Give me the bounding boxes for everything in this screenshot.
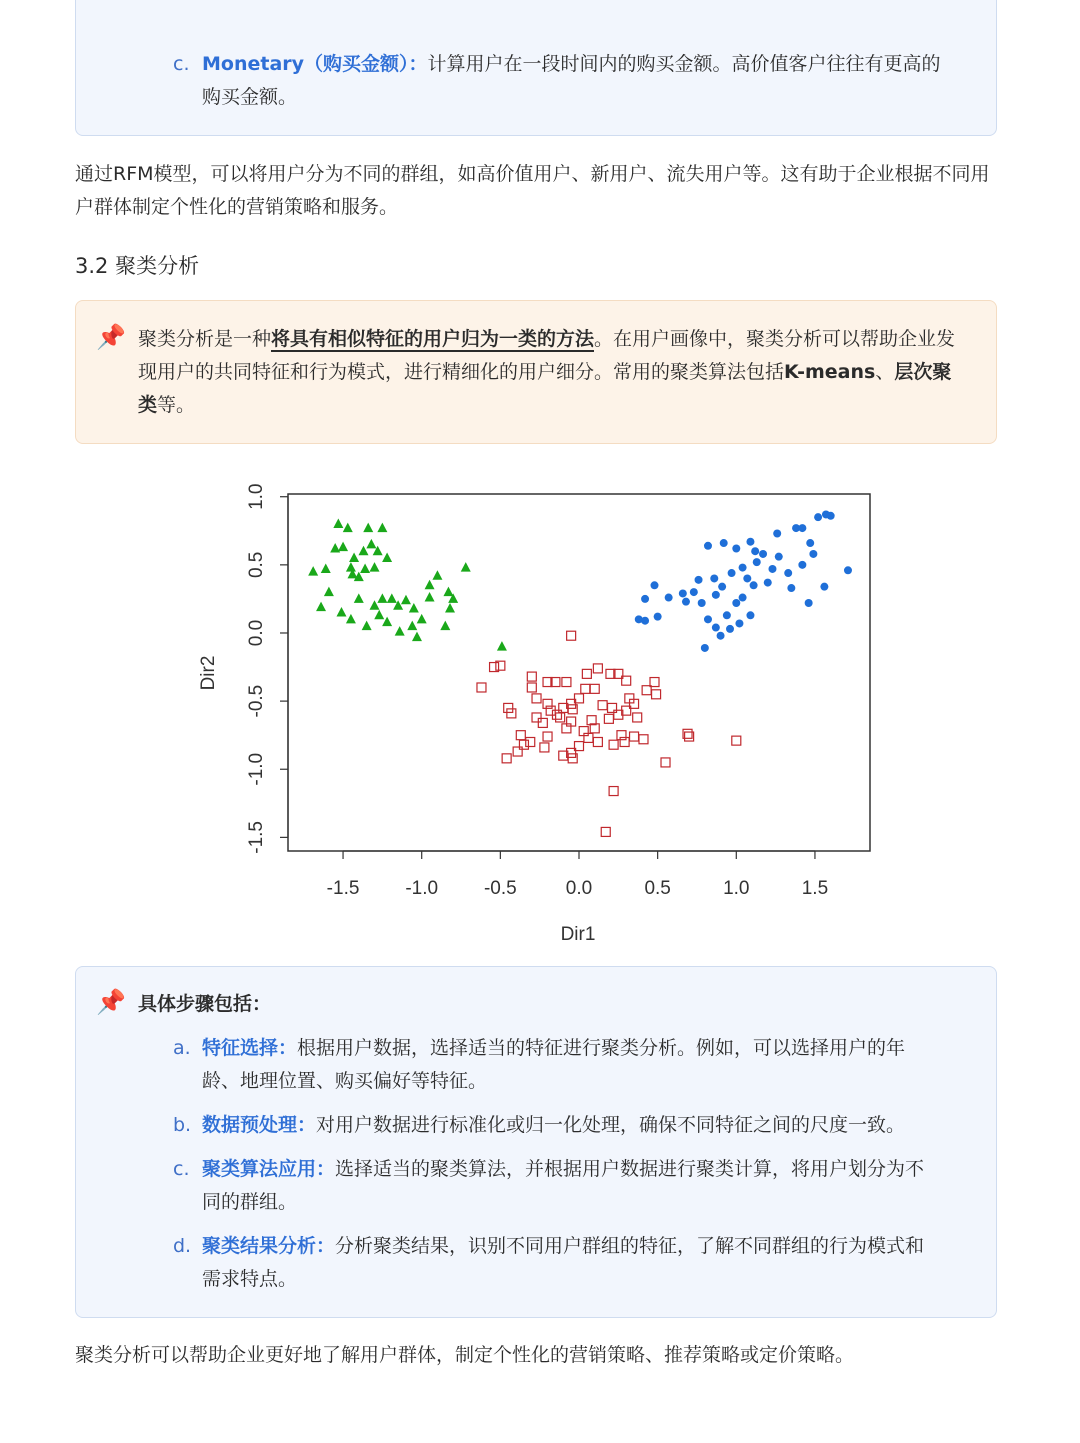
cluster-red-point bbox=[633, 713, 642, 722]
step-item bbox=[173, 1153, 943, 1219]
cluster-green-point bbox=[346, 562, 356, 572]
cluster-red-point bbox=[617, 731, 626, 740]
cluster-blue-point bbox=[750, 581, 758, 589]
callout-underline: 将具有相似特征的用户归为一类的方法 bbox=[271, 328, 595, 350]
cluster-green-point bbox=[443, 587, 453, 597]
cluster-blue-point bbox=[728, 569, 736, 577]
cluster-red-point bbox=[609, 787, 618, 796]
cluster-blue-point bbox=[720, 539, 728, 547]
cluster-green-point bbox=[324, 587, 334, 597]
closing-paragraph: 聚类分析可以帮助企业更好地了解用户群体，制定个性化的营销策略、推荐策略或定价策略。 bbox=[75, 1344, 855, 1366]
cluster-blue-point bbox=[768, 565, 776, 573]
cluster-green-point bbox=[417, 614, 427, 624]
cluster-green-point bbox=[349, 553, 359, 563]
cluster-green-point bbox=[308, 566, 318, 576]
cluster-blue-point bbox=[784, 569, 792, 577]
cluster-green-point bbox=[354, 593, 364, 603]
cluster-red-point bbox=[652, 690, 661, 699]
cluster-blue-point bbox=[805, 599, 813, 607]
cluster-red-point bbox=[661, 758, 670, 767]
cluster-red-point bbox=[732, 736, 741, 745]
step-text: 根据用户数据，选择适当的特征进行聚类分析。例如，可以选择用户的年龄、地理位置、购买偏好等特征。 bbox=[202, 1037, 906, 1092]
cluster-blue-point bbox=[698, 599, 706, 607]
cluster-blue-point bbox=[701, 644, 709, 652]
cluster-red-point bbox=[639, 735, 648, 744]
cluster-green-point bbox=[321, 563, 331, 573]
x-tick-label: 0.5 bbox=[644, 878, 671, 899]
step-label: 数据预处理： bbox=[202, 1114, 317, 1136]
cluster-green-point bbox=[445, 603, 455, 613]
cluster-blue-point bbox=[739, 564, 747, 572]
cluster-blue-point bbox=[651, 581, 659, 589]
callout-text-3: 等。 bbox=[157, 394, 196, 416]
x-axis bbox=[327, 851, 828, 899]
cluster-blue-point bbox=[704, 542, 712, 550]
cluster-blue-point bbox=[787, 584, 795, 592]
cluster-green-point bbox=[407, 621, 417, 631]
pin-icon: 📌 bbox=[96, 988, 126, 1016]
x-axis-label: Dir1 bbox=[560, 924, 596, 945]
scatter-points bbox=[308, 510, 852, 836]
rfm-list-box bbox=[75, 0, 997, 136]
step-item bbox=[173, 1109, 943, 1142]
y-tick-label: -0.5 bbox=[246, 684, 267, 718]
x-tick-label: -1.5 bbox=[326, 878, 360, 899]
cluster-red-point bbox=[526, 737, 535, 746]
cluster-red-point bbox=[620, 737, 629, 746]
steps-box bbox=[75, 966, 997, 1318]
cluster-red-point bbox=[556, 713, 565, 722]
cluster-green-point bbox=[316, 602, 326, 612]
y-axis-label: Dir2 bbox=[198, 655, 219, 691]
cluster-blue-point bbox=[735, 619, 743, 627]
cluster-green-point bbox=[412, 632, 422, 642]
cluster-green-point bbox=[432, 570, 442, 580]
cluster-blue-point bbox=[739, 594, 747, 602]
cluster-blue-point bbox=[718, 583, 726, 591]
cluster-green-point bbox=[401, 595, 411, 605]
cluster-green-point bbox=[377, 523, 387, 533]
cluster-red-point bbox=[504, 703, 513, 712]
cluster-red-point bbox=[532, 713, 541, 722]
rfm-item-text: 计算用户在一段时间内的购买金额。高价值客户往往有更高的购买金额。 bbox=[202, 53, 941, 108]
cluster-blue-point bbox=[732, 599, 740, 607]
cluster-scatter-chart bbox=[0, 462, 1080, 982]
cluster-green-point bbox=[370, 562, 380, 572]
section-heading: 3.2 聚类分析 bbox=[75, 254, 200, 278]
cluster-red-point bbox=[507, 709, 516, 718]
list-marker: b. bbox=[173, 1114, 192, 1136]
cluster-red-point bbox=[477, 683, 486, 692]
cluster-red-point bbox=[601, 827, 610, 836]
cluster-red-point bbox=[630, 732, 639, 741]
y-tick-label: -1.0 bbox=[246, 752, 267, 786]
cluster-blue-point bbox=[704, 615, 712, 623]
x-tick-label: 1.0 bbox=[723, 878, 750, 899]
step-label: 聚类算法应用： bbox=[202, 1158, 336, 1180]
cluster-blue-point bbox=[665, 594, 673, 602]
cluster-blue-point bbox=[712, 591, 720, 599]
cluster-green-point bbox=[336, 607, 346, 617]
y-tick-label: 0.5 bbox=[246, 551, 267, 579]
cluster-blue-point bbox=[732, 545, 740, 553]
cluster-red-point bbox=[527, 672, 536, 681]
callout-text-1: 聚类分析是一种 bbox=[138, 328, 272, 350]
step-label: 特征选择： bbox=[202, 1037, 298, 1059]
cluster-green-point bbox=[425, 592, 435, 602]
cluster-green-point bbox=[377, 593, 387, 603]
cluster-green-point bbox=[440, 621, 450, 631]
cluster-blue-point bbox=[764, 579, 772, 587]
cluster-blue-point bbox=[746, 538, 754, 546]
step-item bbox=[173, 1230, 943, 1296]
x-tick-label: -0.5 bbox=[483, 878, 517, 899]
cluster-green-point bbox=[382, 553, 392, 563]
cluster-red-point bbox=[581, 684, 590, 693]
list-marker: c. bbox=[173, 1158, 190, 1180]
cluster-blue-point bbox=[775, 553, 783, 561]
cluster-green-point bbox=[461, 562, 471, 572]
cluster-green-point bbox=[346, 614, 356, 624]
y-tick-label: -1.5 bbox=[246, 820, 267, 854]
cluster-blue-point bbox=[743, 574, 751, 582]
cluster-green-point bbox=[359, 546, 369, 556]
cluster-blue-point bbox=[682, 598, 690, 606]
cluster-red-point bbox=[609, 740, 618, 749]
cluster-blue-point bbox=[717, 632, 725, 640]
cluster-red-point bbox=[582, 669, 591, 678]
y-tick-label: 0.0 bbox=[246, 619, 267, 647]
cluster-blue-point bbox=[726, 625, 734, 633]
cluster-green-point bbox=[370, 600, 380, 610]
callout-sep: 、 bbox=[875, 361, 895, 383]
cluster-blue-point bbox=[679, 589, 687, 597]
cluster-red-point bbox=[540, 743, 549, 752]
list-marker: c. bbox=[173, 53, 190, 75]
step-text: 选择适当的聚类算法，并根据用户数据进行聚类计算，将用户划分为不同的群组。 bbox=[202, 1158, 925, 1213]
cluster-green-point bbox=[363, 523, 373, 533]
x-tick-label: 1.5 bbox=[801, 878, 829, 899]
step-item bbox=[173, 1032, 943, 1098]
step-text: 分析聚类结果，识别不同用户群组的特征，了解不同群组的行为模式和需求特点。 bbox=[202, 1235, 925, 1290]
cluster-green-point bbox=[374, 610, 384, 620]
callout-box bbox=[75, 300, 997, 444]
cluster-red-point bbox=[593, 664, 602, 673]
cluster-red-point bbox=[538, 718, 547, 727]
cluster-blue-point bbox=[751, 547, 759, 555]
cluster-blue-point bbox=[809, 550, 817, 558]
cluster-blue-point bbox=[820, 583, 828, 591]
y-tick-label: 1.0 bbox=[246, 483, 267, 510]
cluster-blue-point bbox=[690, 588, 698, 596]
cluster-blue-point bbox=[798, 561, 806, 569]
list-marker: d. bbox=[173, 1235, 192, 1257]
cluster-green-point bbox=[343, 523, 353, 533]
cluster-green-point bbox=[497, 641, 507, 651]
cluster-red-point bbox=[590, 684, 599, 693]
cluster-red-point bbox=[516, 731, 525, 740]
cluster-blue-point bbox=[746, 611, 754, 619]
callout-hier: 层次聚类 bbox=[138, 361, 952, 416]
pin-icon: 📌 bbox=[96, 323, 126, 351]
cluster-red-point bbox=[519, 740, 528, 749]
cluster-blue-point bbox=[798, 524, 806, 532]
callout-kmeans: K-means bbox=[784, 361, 876, 383]
cluster-red-point bbox=[532, 694, 541, 703]
cluster-red-point bbox=[608, 703, 617, 712]
cluster-blue-point bbox=[710, 574, 718, 582]
callout-text bbox=[138, 323, 968, 422]
cluster-blue-point bbox=[641, 617, 649, 625]
cluster-green-point bbox=[362, 621, 372, 631]
y-axis bbox=[246, 484, 288, 854]
cluster-green-point bbox=[338, 542, 348, 552]
cluster-blue-point bbox=[753, 558, 761, 566]
cluster-blue-point bbox=[654, 613, 662, 621]
x-tick-label: -1.0 bbox=[405, 878, 439, 899]
cluster-blue-point bbox=[814, 513, 822, 521]
rfm-item-label: Monetary（购买金额）： bbox=[202, 53, 428, 75]
cluster-blue-point bbox=[759, 550, 767, 558]
cluster-red-point bbox=[598, 701, 607, 710]
cluster-red-point bbox=[527, 683, 536, 692]
cluster-green-point bbox=[382, 617, 392, 627]
cluster-red-point bbox=[543, 699, 552, 708]
step-text: 对用户数据进行标准化或归一化处理，确保不同特征之间的尺度一致。 bbox=[316, 1114, 906, 1136]
cluster-red-point bbox=[567, 631, 576, 640]
cluster-red-point bbox=[604, 714, 613, 723]
cluster-blue-point bbox=[723, 611, 731, 619]
cluster-blue-point bbox=[806, 539, 814, 547]
cluster-blue-point bbox=[712, 624, 720, 632]
rfm-paragraph: 通过RFM模型，可以将用户分为不同的群组，如高价值用户、新用户、流失用户等。这有助于企业根据不同用户群体制定个性化的营销策略和服务。 bbox=[75, 163, 990, 218]
cluster-green-point bbox=[333, 518, 343, 528]
cluster-green-point bbox=[366, 539, 376, 549]
cluster-blue-point bbox=[773, 530, 781, 538]
cluster-green-point bbox=[360, 563, 370, 573]
cluster-blue-point bbox=[844, 566, 852, 574]
list-marker: a. bbox=[173, 1037, 191, 1059]
callout-text-2: 。在用户画像中，聚类分析可以帮助企业发现用户的共同特征和行为模式，进行精细化的用户细分。常用的聚类算法包括 bbox=[138, 328, 956, 383]
cluster-green-point bbox=[409, 603, 419, 613]
cluster-red-point bbox=[593, 737, 602, 746]
cluster-green-point bbox=[395, 626, 405, 636]
cluster-red-point bbox=[502, 754, 511, 763]
cluster-green-point bbox=[387, 593, 397, 603]
cluster-green-point bbox=[425, 580, 435, 590]
rfm-item-monetary bbox=[173, 48, 943, 114]
step-label: 聚类结果分析： bbox=[202, 1235, 336, 1257]
x-tick-label: 0.0 bbox=[565, 878, 593, 899]
cluster-blue-point bbox=[641, 595, 649, 603]
cluster-blue-point bbox=[822, 510, 830, 518]
cluster-red-point bbox=[543, 732, 552, 741]
steps-title: 具体步骤包括： bbox=[138, 993, 272, 1015]
cluster-red-point bbox=[513, 747, 522, 756]
cluster-red-point bbox=[562, 678, 571, 687]
cluster-blue-point bbox=[695, 576, 703, 584]
